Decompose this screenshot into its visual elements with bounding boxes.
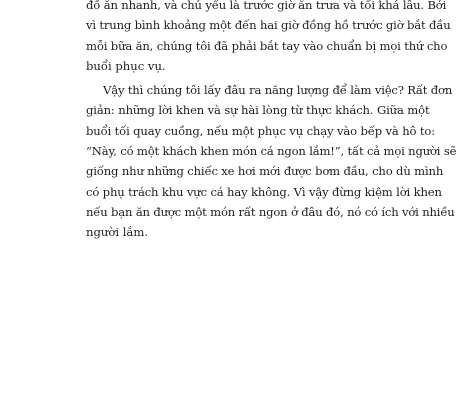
text-line: đồ ăn nhanh, và chủ yếu là trước giờ ăn trưa và tối khá lâu. Bởi [86,0,447,12]
text-line: “Này, có một khách khen món cá ngon lắm!”, tất cả mọi người sẽ [86,144,456,159]
text-line: mỗi bữa ăn, chúng tôi đã phải bắt tay vào chuẩn bị mọi thứ cho [86,38,448,53]
body-text [86,0,456,243]
text-line: có phụ trách khu vực cá hay không. Vì vậy đừng kiệm lời khen [86,184,442,199]
text-line: Vậy thì chúng tôi lấy đâu ra năng lượng để làm việc? Rất đơn [103,83,453,98]
text-line: giản: những lời khen và sự hài lòng từ thực khách. Giữa một [86,103,430,118]
text-line: nếu bạn ăn được một món rất ngon ở đâu đó, nó có ích với nhiều [86,204,455,219]
text-line: buổi tối quay cuồng, nếu một phục vụ chạy vào bếp và hô to: [86,123,435,138]
paragraph-2 [86,80,456,242]
text-line: buổi phục vụ. [86,58,166,73]
paragraph-1 [86,0,451,76]
text-line: giống như những chiếc xe hơi mới được bơm đầu, cho dù mình [86,164,444,179]
text-line: người lắm. [86,225,149,240]
text-line: vì trung bình khoảng một đến hai giờ đồng hồ trước giờ bắt đầu [86,18,451,33]
